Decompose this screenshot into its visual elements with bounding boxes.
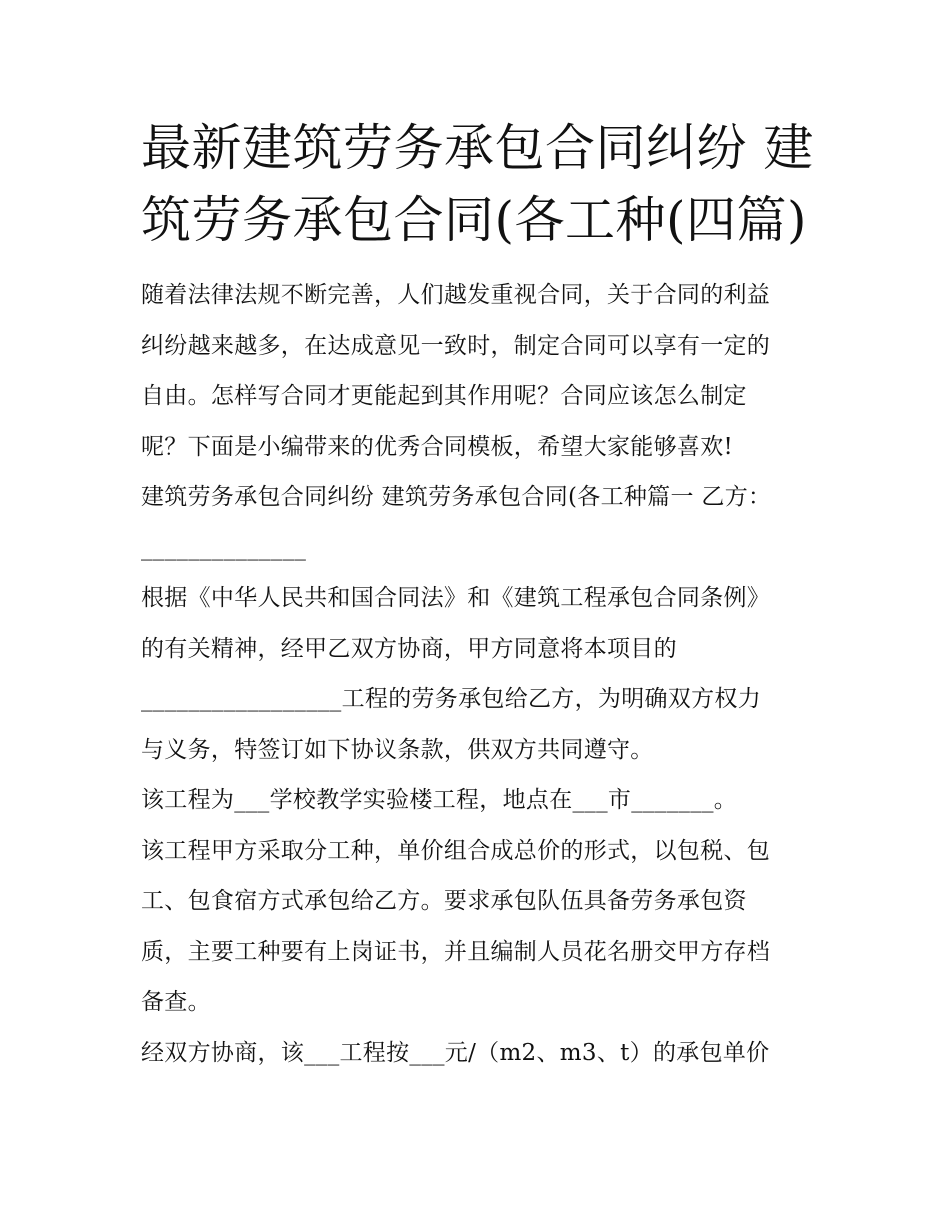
body-line-15: 备查。	[141, 989, 211, 1015]
title-line-2: 筑劳务承包合同(各工种(四篇)	[141, 191, 808, 249]
document-body	[141, 270, 821, 1078]
body-line-4: 呢？下面是小编带来的优秀合同模板，希望大家能够喜欢!	[141, 433, 734, 460]
body-line-7: 根据《中华人民共和国合同法》和《建筑工程承包合同条例》	[141, 585, 771, 611]
body-line-9: _________________工程的劳务承包给乙方，为明确双方权力	[141, 686, 761, 712]
body-line-13: 工、包食宿方式承包给乙方。要求承包队伍具备劳务承包资	[141, 888, 747, 914]
body-line-12: 该工程甲方采取分工种，单价组合成总价的形式，以包税、包	[141, 837, 771, 864]
body-line-14: 质，主要工种要有上岗证书，并且编制人员花名册交甲方存档	[141, 938, 771, 965]
body-line-5: 建筑劳务承包合同纠纷 建筑劳务承包合同(各工种篇一 乙方：	[141, 484, 772, 510]
body-line-3: 自由。怎样写合同才更能起到其作用呢？合同应该怎么制定	[141, 383, 747, 409]
document-page	[141, 112, 821, 1078]
body-line-10: 与义务，特签订如下协议条款，供双方共同遵守。	[141, 736, 654, 763]
body-line-11: 该工程为___学校教学实验楼工程，地点在___市_______。	[141, 787, 738, 813]
title-line-1: 最新建筑劳务承包合同纠纷 建	[141, 119, 814, 177]
body-line-1: 随着法律法规不断完善，人们越发重视合同，关于合同的利益	[141, 282, 771, 308]
body-line-16: 经双方协商，该___工程按___元/（m2、m3、t）的承包单价	[141, 1039, 770, 1066]
body-line-6: ______________	[141, 534, 307, 561]
body-line-8: 的有关精神，经甲乙双方协商，甲方同意将本项目的	[141, 635, 677, 662]
document-title	[141, 112, 821, 256]
body-line-2: 纠纷越来越多，在达成意见一致时，制定合同可以享有一定的	[141, 332, 771, 359]
